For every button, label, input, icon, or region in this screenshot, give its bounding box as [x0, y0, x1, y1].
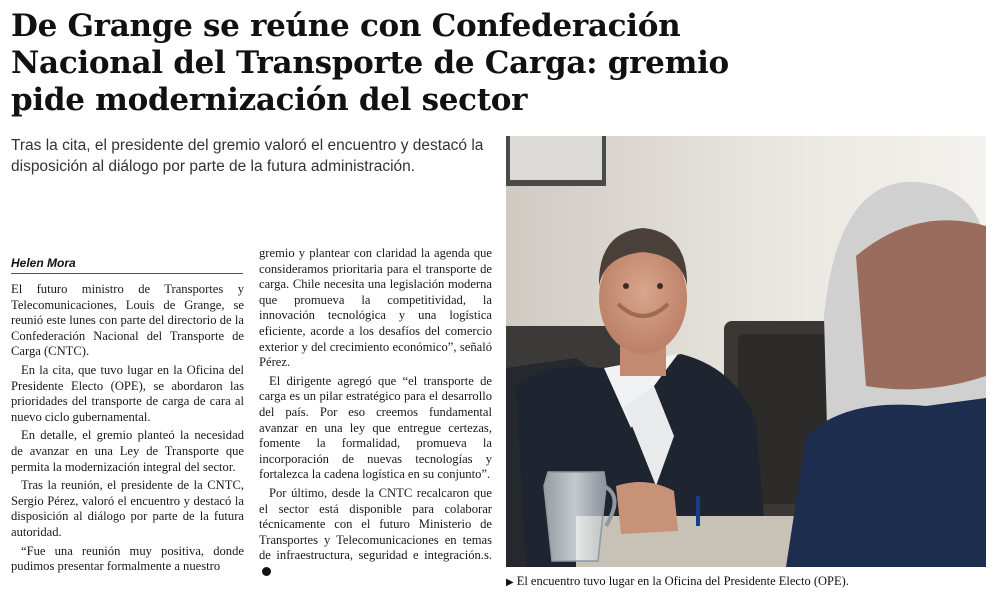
paragraph: gremio y plantear con claridad la agenda que consideramos prioritaria para el transporte de carga. Chile necesita una legislación moderna que promueva la competitividad, la innovación tecnológica y una logística eficiente, acorde a los desafíos del comercio exterior y del crecimiento económico”, señaló Pérez.: [259, 246, 492, 370]
photo-caption: [506, 574, 986, 589]
caption-arrow-icon: ▶: [506, 577, 514, 588]
photo-illustration: [506, 136, 986, 567]
paragraph-text: Por último, desde la CNTC recalcaron que el sector está disponible para colaborar técnicamente con el futuro Ministerio de Transportes y Telecomunicaciones en temas de infraestructura, seguridad e integración.s.: [259, 485, 492, 563]
article-photo: [506, 136, 986, 567]
paragraph: “Fue una reunión muy positiva, donde pudimos presentar formalmente a nuestro: [11, 543, 244, 574]
water-jug-icon: [544, 472, 606, 561]
end-mark-icon: [262, 567, 271, 576]
headline: De Grange se reúne con Confederación Nacional del Transporte de Carga: gremio pide modernización del sector: [11, 8, 729, 118]
caption-text: El encuentro tuvo lugar en la Oficina del Presidente Electo (OPE).: [516, 574, 849, 588]
paragraph: En detalle, el gremio planteó la necesidad de avanzar en una Ley de Transporte que permita la modernización integral del sector.: [11, 428, 244, 474]
lead-paragraph: Tras la cita, el presidente del gremio valoró el encuentro y destacó la disposición al diálogo por parte de la futura administración.: [11, 137, 484, 175]
paragraph: En la cita, que tuvo lugar en la Oficina del Presidente Electo (OPE), se abordaron las prioridades del transporte de carga de cara al nuevo ciclo gubernamental.: [11, 362, 244, 424]
paragraph: [259, 486, 492, 580]
article-column-1: [11, 282, 244, 575]
paragraph: El futuro ministro de Transportes y Telecomunicaciones, Louis de Grange, se reunió este lunes con parte del directorio de la Confederación Nacional del Transporte de Carga (CNTC).: [11, 282, 244, 359]
paragraph: El dirigente agregó que “el transporte de carga es un pilar estratégico para el desarrollo del país. Por eso creemos fundamental avanzar en una ley que entregue certezas, fomente la formalidad, promueva la incorporación de nuevas tecnologías y fortalezca la cadena logística en su conjunto”.: [259, 373, 492, 482]
article-column-2: [259, 246, 492, 579]
byline: Helen Mora: [11, 256, 243, 274]
paragraph: Tras la reunión, el presidente de la CNTC, Sergio Pérez, valoró el encuentro y destacó la disposición al diálogo por parte de la futura autoridad.: [11, 478, 244, 539]
